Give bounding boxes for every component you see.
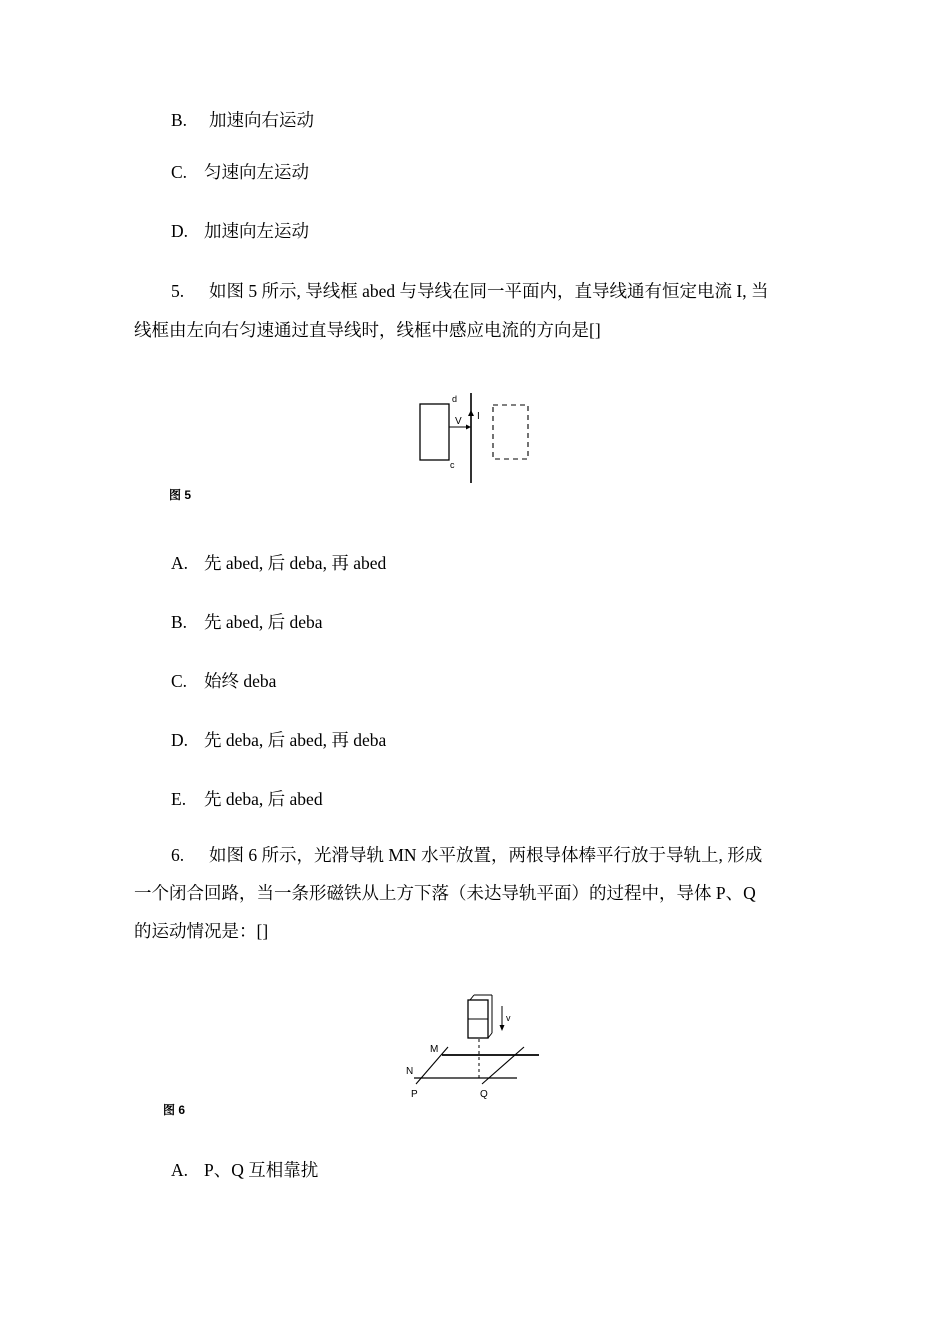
question-text: 如图 6 所示，光滑导轨 MN 水平放置，两根导体棒平行放于导轨上, 形成 [209,845,763,865]
wire-frame-right-dashed [493,405,528,459]
question-text: 一个闭合回路，当一条形磁铁从上方下落（未达导轨平面）的过程中，导体 P、Q [134,883,756,903]
option-text: 先 abed, 后 deba, 再 abed [204,553,387,573]
q4-option-d [171,220,309,242]
q5-option-e [171,788,323,810]
option-text: 始终 deba [204,671,277,691]
question-number: 6. [171,845,185,865]
question-number: 5. [171,281,185,301]
label-v: v [506,1013,511,1023]
figure-5-diagram [405,388,545,488]
figure-6-caption: 图 6 [163,1103,186,1117]
q5-option-d [171,729,386,751]
question-text: 如图 5 所示, 导线框 abed 与导线在同一平面内，直导线通有恒定电流 I, 当 [209,281,769,301]
figure-6-diagram [400,992,550,1104]
q4-option-c [171,161,309,183]
question-text: 线框由左向右匀速通过直导线时，线框中感应电流的方向是[] [134,320,601,340]
option-label: C. [171,671,188,691]
label-p: P [411,1089,418,1100]
label-d: d [452,394,458,404]
option-label: E. [171,789,187,809]
q6-stem-line-1 [171,844,762,866]
label-v: V [455,416,462,427]
q5-option-b [171,611,323,633]
q6-stem-line-3 [134,920,268,942]
option-label: D. [171,221,189,241]
current-arrow-icon [468,410,474,416]
option-text: 先 abed, 后 deba [204,612,323,632]
magnet-top-edge [470,995,474,1000]
label-c: c [450,460,455,470]
option-label: A. [171,553,189,573]
q5-option-a [171,552,386,574]
option-text: 先 deba, 后 abed [204,789,323,809]
label-n: N [406,1066,414,1077]
option-label: B. [171,110,188,130]
q5-stem-line-2 [134,319,601,341]
q5-option-c [171,670,276,692]
option-label: B. [171,612,188,632]
arrow-head-icon [500,1025,505,1031]
figure-5-caption: 图 5 [169,488,192,502]
q6-stem-line-2 [134,882,756,904]
option-text: 加速向左运动 [204,221,309,241]
label-m: M [430,1044,439,1055]
q5-stem-line-1 [171,280,769,302]
option-text: P、Q 互相靠扰 [204,1160,319,1180]
option-label: C. [171,162,188,182]
wire-frame-left [420,404,449,460]
question-text: 的运动情况是：[] [134,921,269,941]
label-i: I [477,411,480,422]
option-label: A. [171,1160,189,1180]
q6-option-a [171,1159,318,1181]
label-q: Q [480,1089,488,1100]
option-text: 先 deba, 后 abed, 再 deba [204,730,387,750]
option-label: D. [171,730,189,750]
q4-option-b [171,109,314,131]
option-text: 加速向右运动 [209,110,314,130]
option-text: 匀速向左运动 [204,162,309,182]
